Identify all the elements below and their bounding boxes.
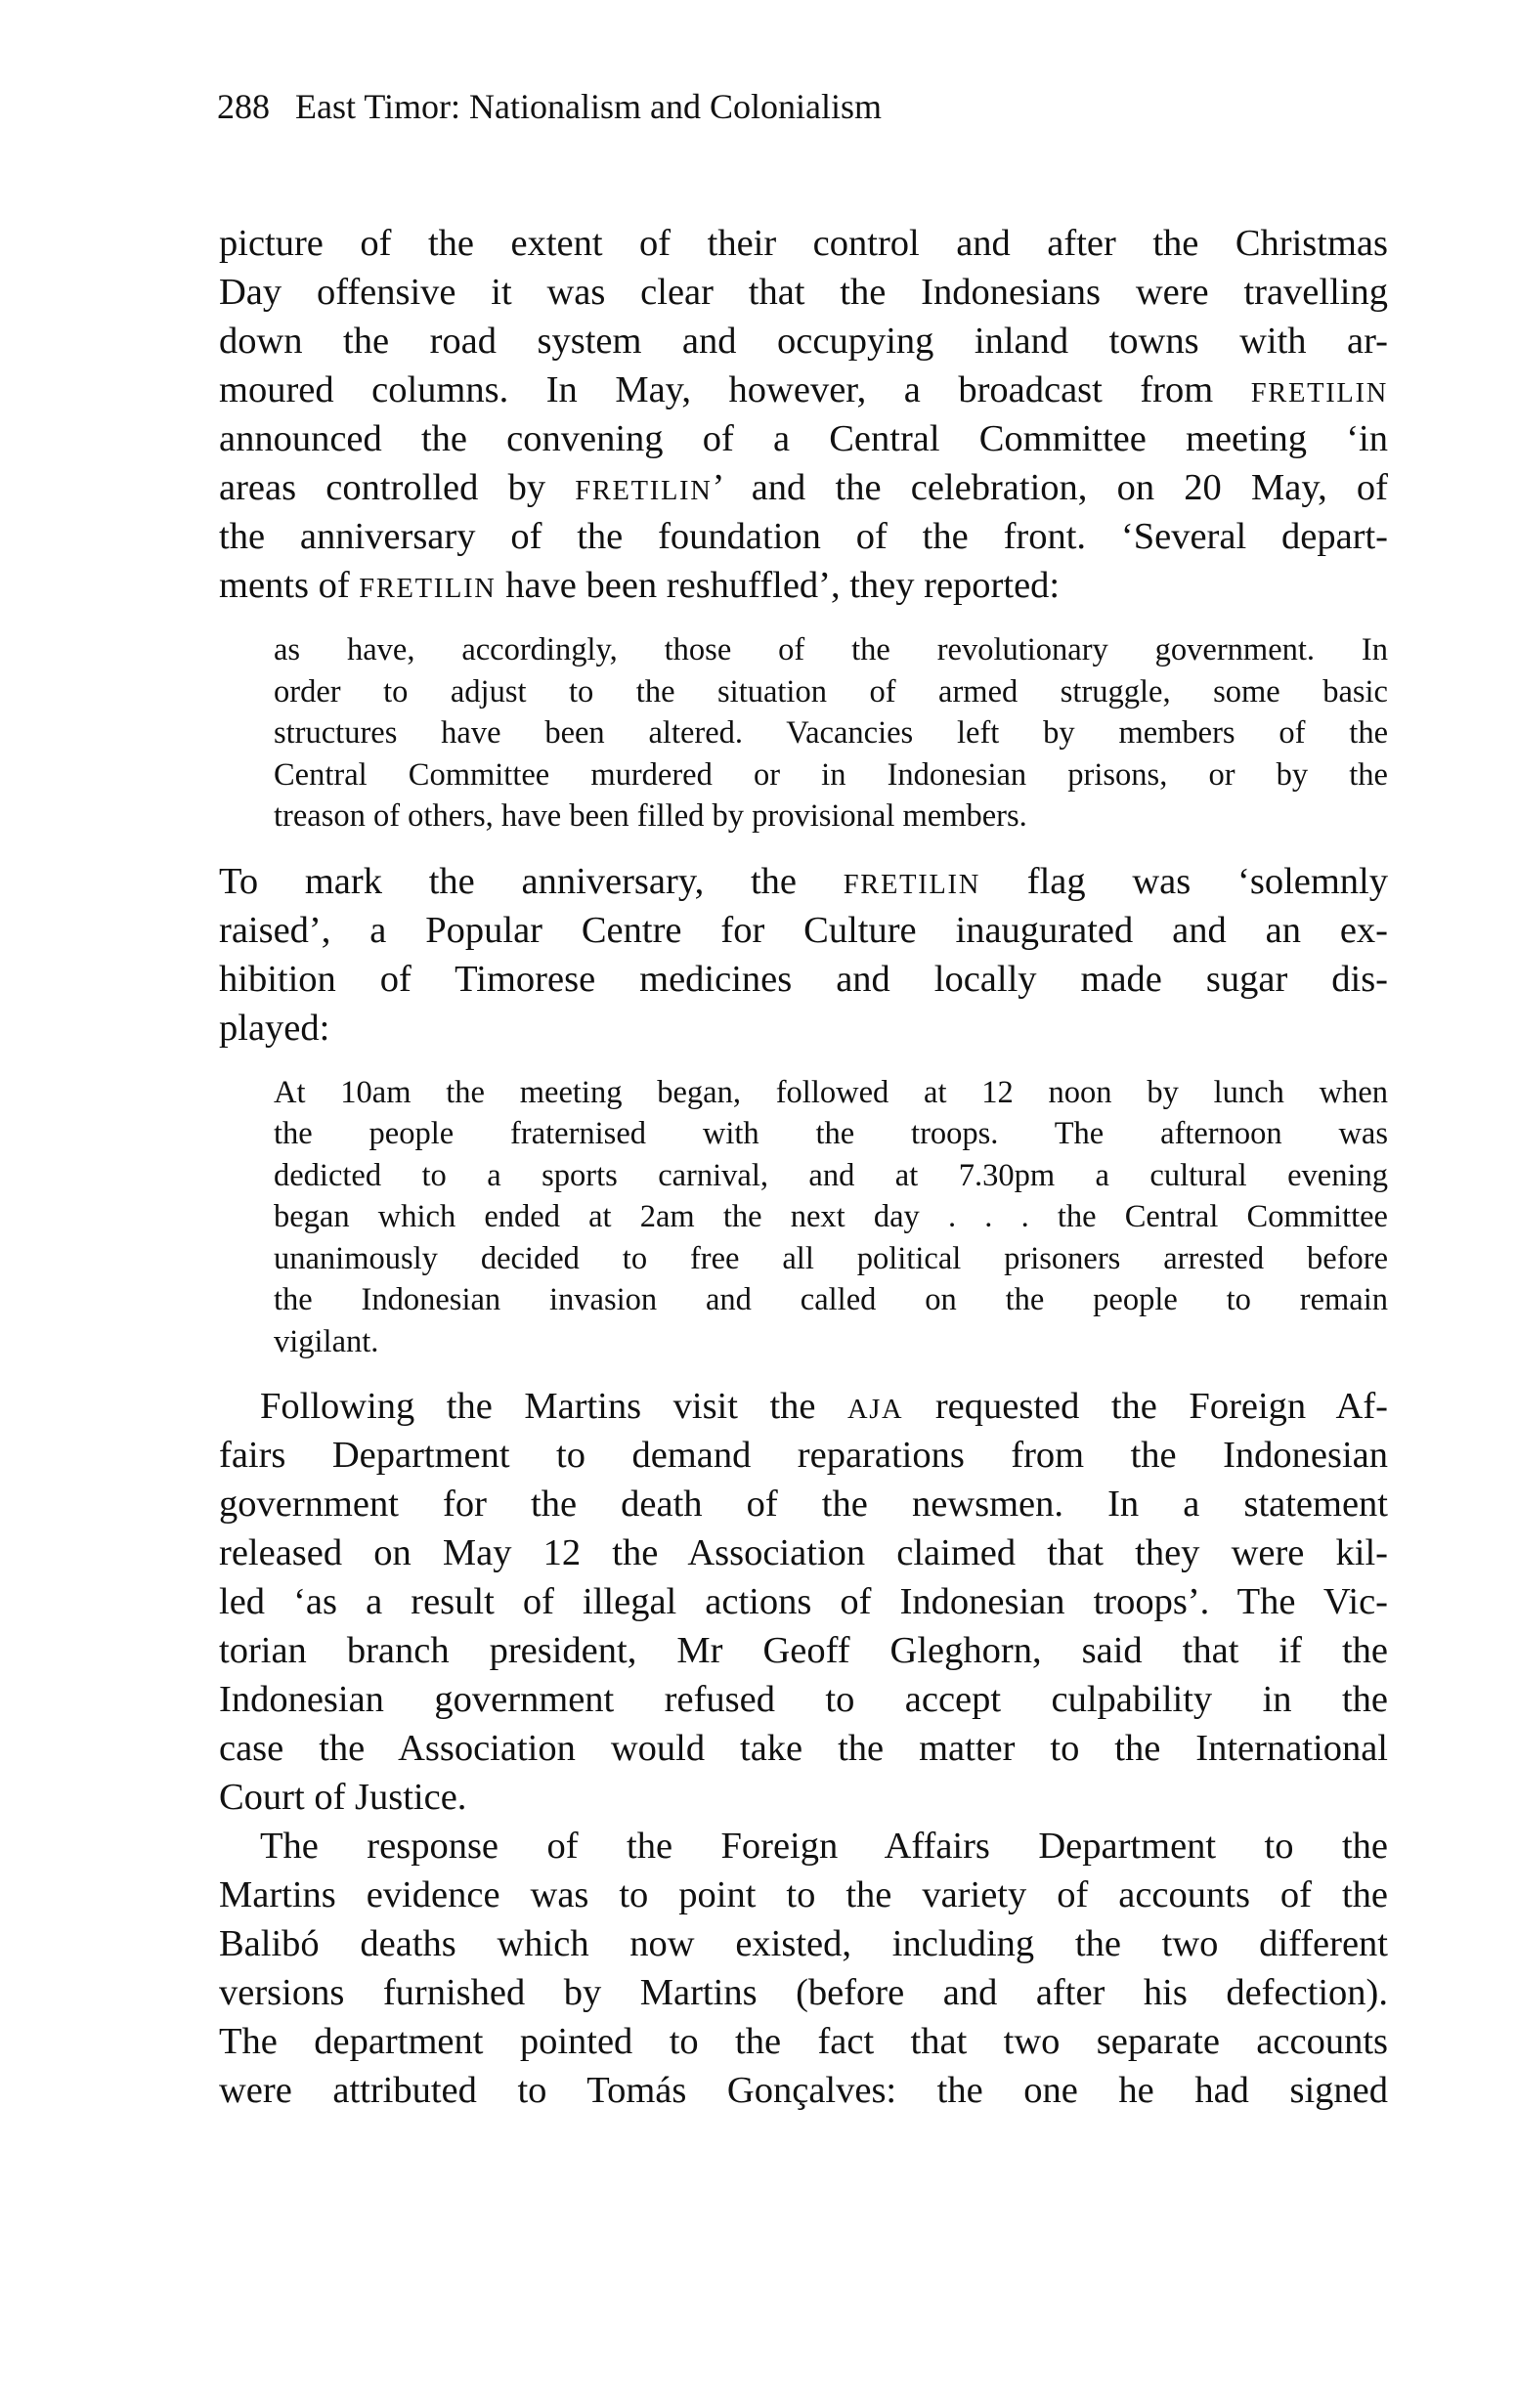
text-segment: flag was ‘solemnly [980,860,1388,902]
text-line [219,1382,1388,1431]
page-body [219,219,1388,2115]
paragraph [219,1822,1388,2115]
text-line [219,2017,1388,2066]
text-segment: unanimously decided to free all political prisoners arrested before [274,1240,1388,1276]
text-line [274,1113,1388,1155]
text-segment: At 10am the meeting began, followed at 12 noon by lunch when [274,1074,1388,1110]
small-caps-text: FRETILIN [575,476,713,506]
text-segment: versions furnished by Martins (before and after his defection). [219,1972,1388,2013]
text-line [219,1724,1388,1773]
text-line [274,796,1388,838]
text-line [219,1004,1388,1053]
text-line [219,906,1388,955]
text-segment: down the road system and occupying inland towns with ar- [219,321,1388,362]
text-segment: the Indonesian invasion and called on the people to remain [274,1282,1388,1317]
text-segment: areas controlled by [219,467,576,508]
running-header [217,86,882,127]
text-segment: Central Committee murdered or in Indonesian prisons, or by the [274,756,1388,793]
text-line [219,561,1388,610]
text-segment: were attributed to Tomás Gonçalves: the one he had signed [219,2070,1388,2111]
text-segment: Following the Martins visit the [260,1386,847,1427]
text-line [219,857,1388,906]
text-segment: order to adjust to the situation of armed struggle, some basic [274,673,1388,710]
text-segment: raised’, a Popular Centre for Culture inaugurated and an ex- [219,909,1388,951]
text-segment: Balibó deaths which now existed, including the two different [219,1923,1388,1964]
text-line [219,1626,1388,1675]
text-line [219,955,1388,1004]
text-line [274,1238,1388,1280]
text-segment: structures have been altered. Vacancies left by members of the [274,715,1388,751]
small-caps-text: AJA [846,1395,904,1425]
text-segment: the anniversary of the foundation of the front. ‘Several depart- [219,516,1388,557]
text-line [219,1822,1388,1870]
text-line [219,1528,1388,1577]
block-quote [274,1072,1388,1363]
text-segment: played: [219,1007,330,1049]
paragraph [219,1382,1388,1822]
text-segment: Indonesian government refused to accept culpability in the [219,1679,1388,1720]
text-line [274,1072,1388,1114]
text-segment: dedicted to a sports carnival, and at 7.30pm a cultural evening [274,1157,1388,1193]
text-line [219,1919,1388,1968]
text-line [219,463,1388,512]
paragraph [219,857,1388,1053]
text-line [274,629,1388,671]
text-line [219,1675,1388,1724]
text-segment: requested the Foreign Af- [903,1386,1388,1427]
text-line [274,754,1388,796]
text-line [219,1431,1388,1480]
text-segment: torian branch president, Mr Geoff Gleghorn, said that if the [219,1630,1388,1671]
text-segment: announced the convening of a Central Committee meeting ‘in [219,418,1388,459]
text-segment: moured columns. In May, however, a broadcast from [219,369,1251,410]
text-segment: led ‘as a result of illegal actions of Indonesian troops’. The Vic- [219,1581,1388,1622]
text-line [219,1577,1388,1626]
text-segment: treason of others, have been filled by provisional members. [274,798,1027,834]
text-line [219,268,1388,317]
text-segment: ments of [219,565,360,606]
text-line [219,512,1388,561]
text-segment: The department pointed to the fact that two separate accounts [219,2021,1388,2062]
text-line [219,1480,1388,1528]
text-segment: To mark the anniversary, the [219,860,844,902]
text-segment: Martins evidence was to point to the variety of accounts of the [219,1874,1388,1915]
text-line [219,1968,1388,2017]
text-segment: Court of Justice. [219,1777,467,1818]
paragraph [219,219,1388,610]
text-segment: have been reshuffled’, they reported: [496,565,1061,606]
text-segment: picture of the extent of their control and after the Christmas [219,223,1388,264]
text-segment: The response of the Foreign Affairs Department to the [260,1826,1388,1867]
text-line [219,219,1388,268]
page-number: 288 [217,87,270,126]
text-line [274,1279,1388,1321]
text-segment: fairs Department to demand reparations from the Indonesian [219,1435,1388,1476]
text-segment: ’ and the celebration, on 20 May, of [712,467,1388,508]
text-line [274,1155,1388,1197]
text-line [219,366,1388,414]
text-line [274,1321,1388,1363]
small-caps-text: FRETILIN [1250,378,1388,408]
text-line [274,671,1388,713]
running-title: East Timor: Nationalism and Colonialism [295,87,883,126]
text-segment: released on May 12 the Association claimed that they were kil- [219,1532,1388,1573]
text-segment: as have, accordingly, those of the revolutionary government. In [274,632,1388,667]
text-line [219,414,1388,463]
text-segment: case the Association would take the matter to the International [219,1728,1388,1769]
text-segment: vigilant. [274,1323,379,1359]
text-line [274,1196,1388,1238]
text-segment: government for the death of the newsmen. In a statement [219,1484,1388,1525]
text-line [274,712,1388,754]
block-quote [274,629,1388,838]
text-segment: the people fraternised with the troops. The afternoon was [274,1116,1388,1151]
text-segment: began which ended at 2am the next day . . . the Central Committee [274,1199,1388,1234]
text-line [219,1870,1388,1919]
small-caps-text: FRETILIN [359,574,497,604]
text-line [219,2066,1388,2115]
small-caps-text: FRETILIN [843,869,981,900]
text-line [219,1773,1388,1822]
text-line [219,317,1388,366]
text-segment: hibition of Timorese medicines and locally made sugar dis- [219,958,1388,1000]
text-segment: Day offensive it was clear that the Indonesians were travelling [219,272,1388,313]
